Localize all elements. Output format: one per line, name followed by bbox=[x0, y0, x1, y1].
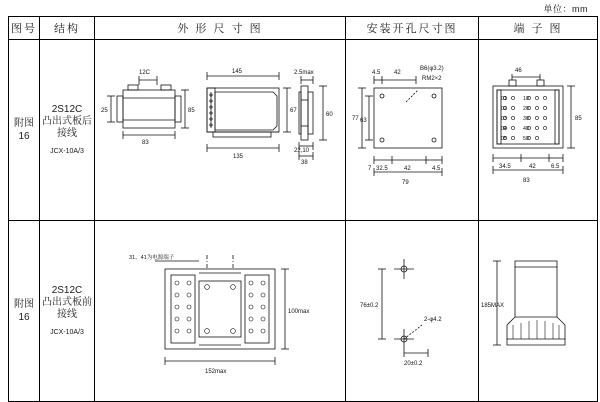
table-row bbox=[9, 221, 598, 402]
dim-42-bot: 42 bbox=[404, 166, 411, 172]
table-row bbox=[9, 40, 598, 221]
dim-83: 83 bbox=[142, 140, 149, 146]
dim-145: 145 bbox=[232, 69, 243, 75]
dim-85: 85 bbox=[188, 108, 195, 114]
row1-mounting-drawing bbox=[346, 40, 479, 221]
dim-2phi42: 2-φ4.2 bbox=[424, 317, 442, 323]
dim-42-term: 42 bbox=[529, 164, 536, 170]
dim-345: 34.5 bbox=[499, 164, 511, 170]
dim-46: 46 bbox=[515, 68, 522, 74]
dim-77: 77 bbox=[352, 116, 359, 122]
row2-structure bbox=[40, 221, 95, 402]
dim-45-bot: 4.5 bbox=[432, 166, 441, 172]
dim-185max: 185MAX bbox=[481, 303, 505, 309]
dim-79: 79 bbox=[402, 180, 409, 186]
note-power-terminals: 31、41为电源端子 bbox=[129, 255, 175, 261]
unit-note: 单位：mm bbox=[543, 4, 588, 14]
dim-100max: 100max bbox=[288, 309, 310, 315]
row1-structure bbox=[40, 40, 95, 221]
svg-text:20: 20 bbox=[523, 106, 529, 112]
dim-12c: 12C bbox=[139, 70, 151, 76]
row1-terminal-drawing bbox=[479, 40, 598, 221]
row2-code: JCX-10A/3 bbox=[50, 328, 84, 336]
svg-text:50: 50 bbox=[523, 136, 529, 142]
svg-text:03: 03 bbox=[501, 116, 507, 122]
dim-42-top: 42 bbox=[394, 70, 401, 76]
dim-67: 67 bbox=[290, 108, 297, 114]
svg-text:30: 30 bbox=[523, 116, 529, 122]
row2-model: 2S12C bbox=[51, 284, 83, 296]
row2-outline-drawing bbox=[95, 221, 346, 402]
header-drawing-no: 图号 bbox=[9, 17, 40, 40]
header-mounting-cutout: 安装开孔尺寸图 bbox=[346, 17, 479, 40]
row1-model: 2S12C bbox=[51, 103, 83, 115]
svg-text:10: 10 bbox=[523, 96, 529, 102]
dim-20: 20±0.2 bbox=[404, 361, 423, 367]
row1-code: JCX-10A/3 bbox=[50, 147, 84, 155]
svg-text:40: 40 bbox=[523, 126, 529, 132]
dim-2210: 22,10 bbox=[294, 148, 310, 154]
header-structure: 结构 bbox=[40, 17, 95, 40]
svg-text:04: 04 bbox=[501, 126, 507, 132]
dim-325: 32.5 bbox=[376, 166, 388, 172]
svg-text:05: 05 bbox=[501, 136, 507, 142]
dim-60: 60 bbox=[326, 112, 333, 118]
dim-85-term: 85 bbox=[575, 116, 582, 122]
row1-desc: 凸出式板后接线 bbox=[42, 115, 92, 139]
row2-terminal-drawing bbox=[479, 221, 598, 402]
dim-45-top: 4.5 bbox=[372, 70, 381, 76]
row1-outline-drawing bbox=[95, 40, 346, 221]
dim-135: 135 bbox=[233, 154, 244, 160]
row1-drawing-no: 附图16 bbox=[9, 40, 40, 221]
dim-76: 76±0.2 bbox=[360, 303, 379, 309]
header-outline-dimensions: 外 形 尺 寸 图 bbox=[95, 17, 346, 40]
dim-b6: B6(φ3.2) bbox=[420, 66, 444, 72]
svg-text:02: 02 bbox=[501, 106, 507, 112]
row2-mounting-drawing bbox=[346, 221, 479, 402]
dimension-table bbox=[8, 16, 598, 402]
row2-desc: 凸出式板前接线 bbox=[42, 296, 92, 320]
row2-drawing-no: 附图16 bbox=[9, 221, 40, 402]
table-header-row bbox=[9, 17, 598, 40]
dim-25: 25 bbox=[101, 108, 108, 114]
dim-rm2: RM2×2 bbox=[422, 76, 442, 82]
dim-38: 38 bbox=[301, 160, 308, 166]
dim-152max: 152max bbox=[205, 369, 227, 375]
dim-83-term: 83 bbox=[523, 178, 530, 184]
dim-7: 7 bbox=[368, 166, 372, 172]
svg-text:01: 01 bbox=[501, 96, 507, 102]
dim-63: 63 bbox=[360, 118, 367, 124]
header-terminal-diagram: 端 子 图 bbox=[479, 17, 598, 40]
dim-25max: 2.5max bbox=[294, 70, 314, 76]
dim-65: 6.5 bbox=[551, 164, 560, 170]
